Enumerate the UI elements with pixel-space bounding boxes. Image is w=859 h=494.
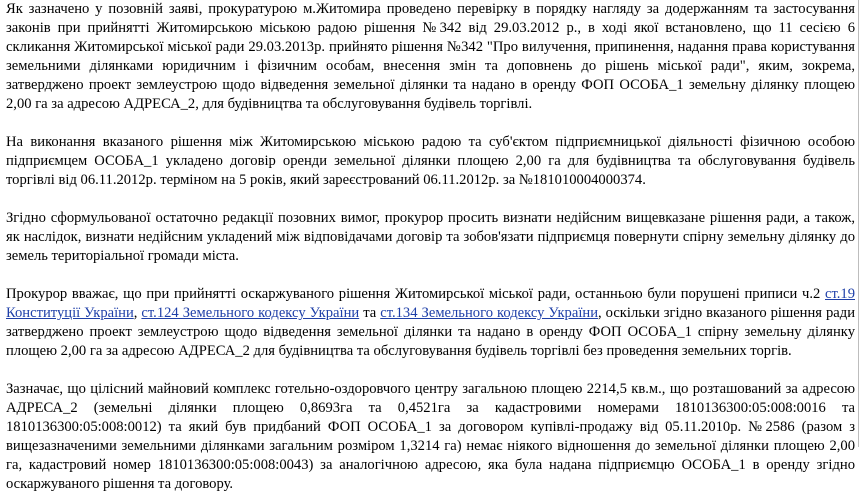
paragraph-violations-text-start: Прокурор вважає, що при прийнятті оскаржуваного рішення Житомирської міської ради, останньою були порушені приписи ч.2 (6, 286, 825, 302)
paragraph-violations (6, 285, 855, 361)
separator-comma: , (133, 305, 142, 321)
paragraph-property-complex: Зазначає, що цілісний майновий комплекс готельно-оздоровчого центру загальною площею 2214,5 кв.м., що розташований за адресою АДРЕСА_2 (земельні ділянки площею 0,8693га та 0,4521га за кадастровими номерами 1810136300:05:008:0016 та 1810136300:05:008:0012) та який був придбаний ФОП ОСОБА_1 за договором купівлі-продажу від 05.11.2010р. №2586 (разом з вищезазначеними земельними ділянками загальним розміром 1,3214 га) немає ніякого відношення до земельної ділянки площею 2,00 га, кадастровий номер 1810136300:05:008:0043) за аналогічною адресою, яка була надана підприємцю ОСОБА_1 в оренду згідно оскаржуваного рішення та договору. (6, 381, 855, 492)
paragraph-claims: Згідно сформульованої остаточно редакції позовних вимог, прокурор просить визнати недійсним вищевказане рішення ради, а також, як наслідок, визнати недійсним укладений між відповідачами договір та зобов'язати підприємця повернути спірну земельну ділянку до земель територіальної громади міста. (6, 210, 855, 264)
separator-and: та (359, 305, 381, 321)
paragraph-lease-agreement: На виконання вказаного рішення між Житомирською міською радою та суб'єктом підприємницької діяльності фізичною особою підприємцем ОСОБА_1 укладено договір оренди земельної ділянки площею 2,00 га для будівництва та обслуговування будівель торгівлі від 06.11.2012р. терміном на 5 років, який зареєстрований 06.11.2012р. за №181010004000374. (6, 134, 855, 188)
paragraph-inspection: Як зазначено у позовній заяві, прокуратурою м.Житомира проведено перевірку в порядку нагляду за додержанням та застосування законів при прийнятті Житомирською міською радою рішення №342 від 29.03.2012 р., в ході якої встановлено, що 11 сесією 6 скликання Житомирської міської ради 29.03.2013р. прийнято рішення №342 "Про вилучення, припинення, надання права користування земельними ділянками юридичним і фізичним особам, внесення змін та доповнень до рішень міської ради", яким, зокрема, затверджено проект землеустрою щодо відведення земельної ділянки та надано в оренду ФОП ОСОБА_1 земельну ділянку площею 2,00 га за адресою АДРЕСА_2, для будівництва та обслуговування будівель торгівлі. (6, 1, 855, 112)
link-land-code-art124[interactable]: ст.124 Земельного кодексу України (141, 305, 360, 321)
link-land-code-art134[interactable]: ст.134 Земельного кодексу України (380, 305, 599, 321)
link-constitution-art19[interactable]: ст.19 Конституції України (6, 286, 855, 321)
paragraph-violations-text-end: , оскільки згідно вказаного рішення ради затверджено проект землеустрою щодо відведення земельної ділянки та надано в оренду ФОП ОСОБА_1 спірну земельну ділянку площею 2,00 га за адресою АДРЕСА_2 для будівництва та обслуговування будівель торгівлі без проведення земельних торгів. (6, 305, 856, 359)
